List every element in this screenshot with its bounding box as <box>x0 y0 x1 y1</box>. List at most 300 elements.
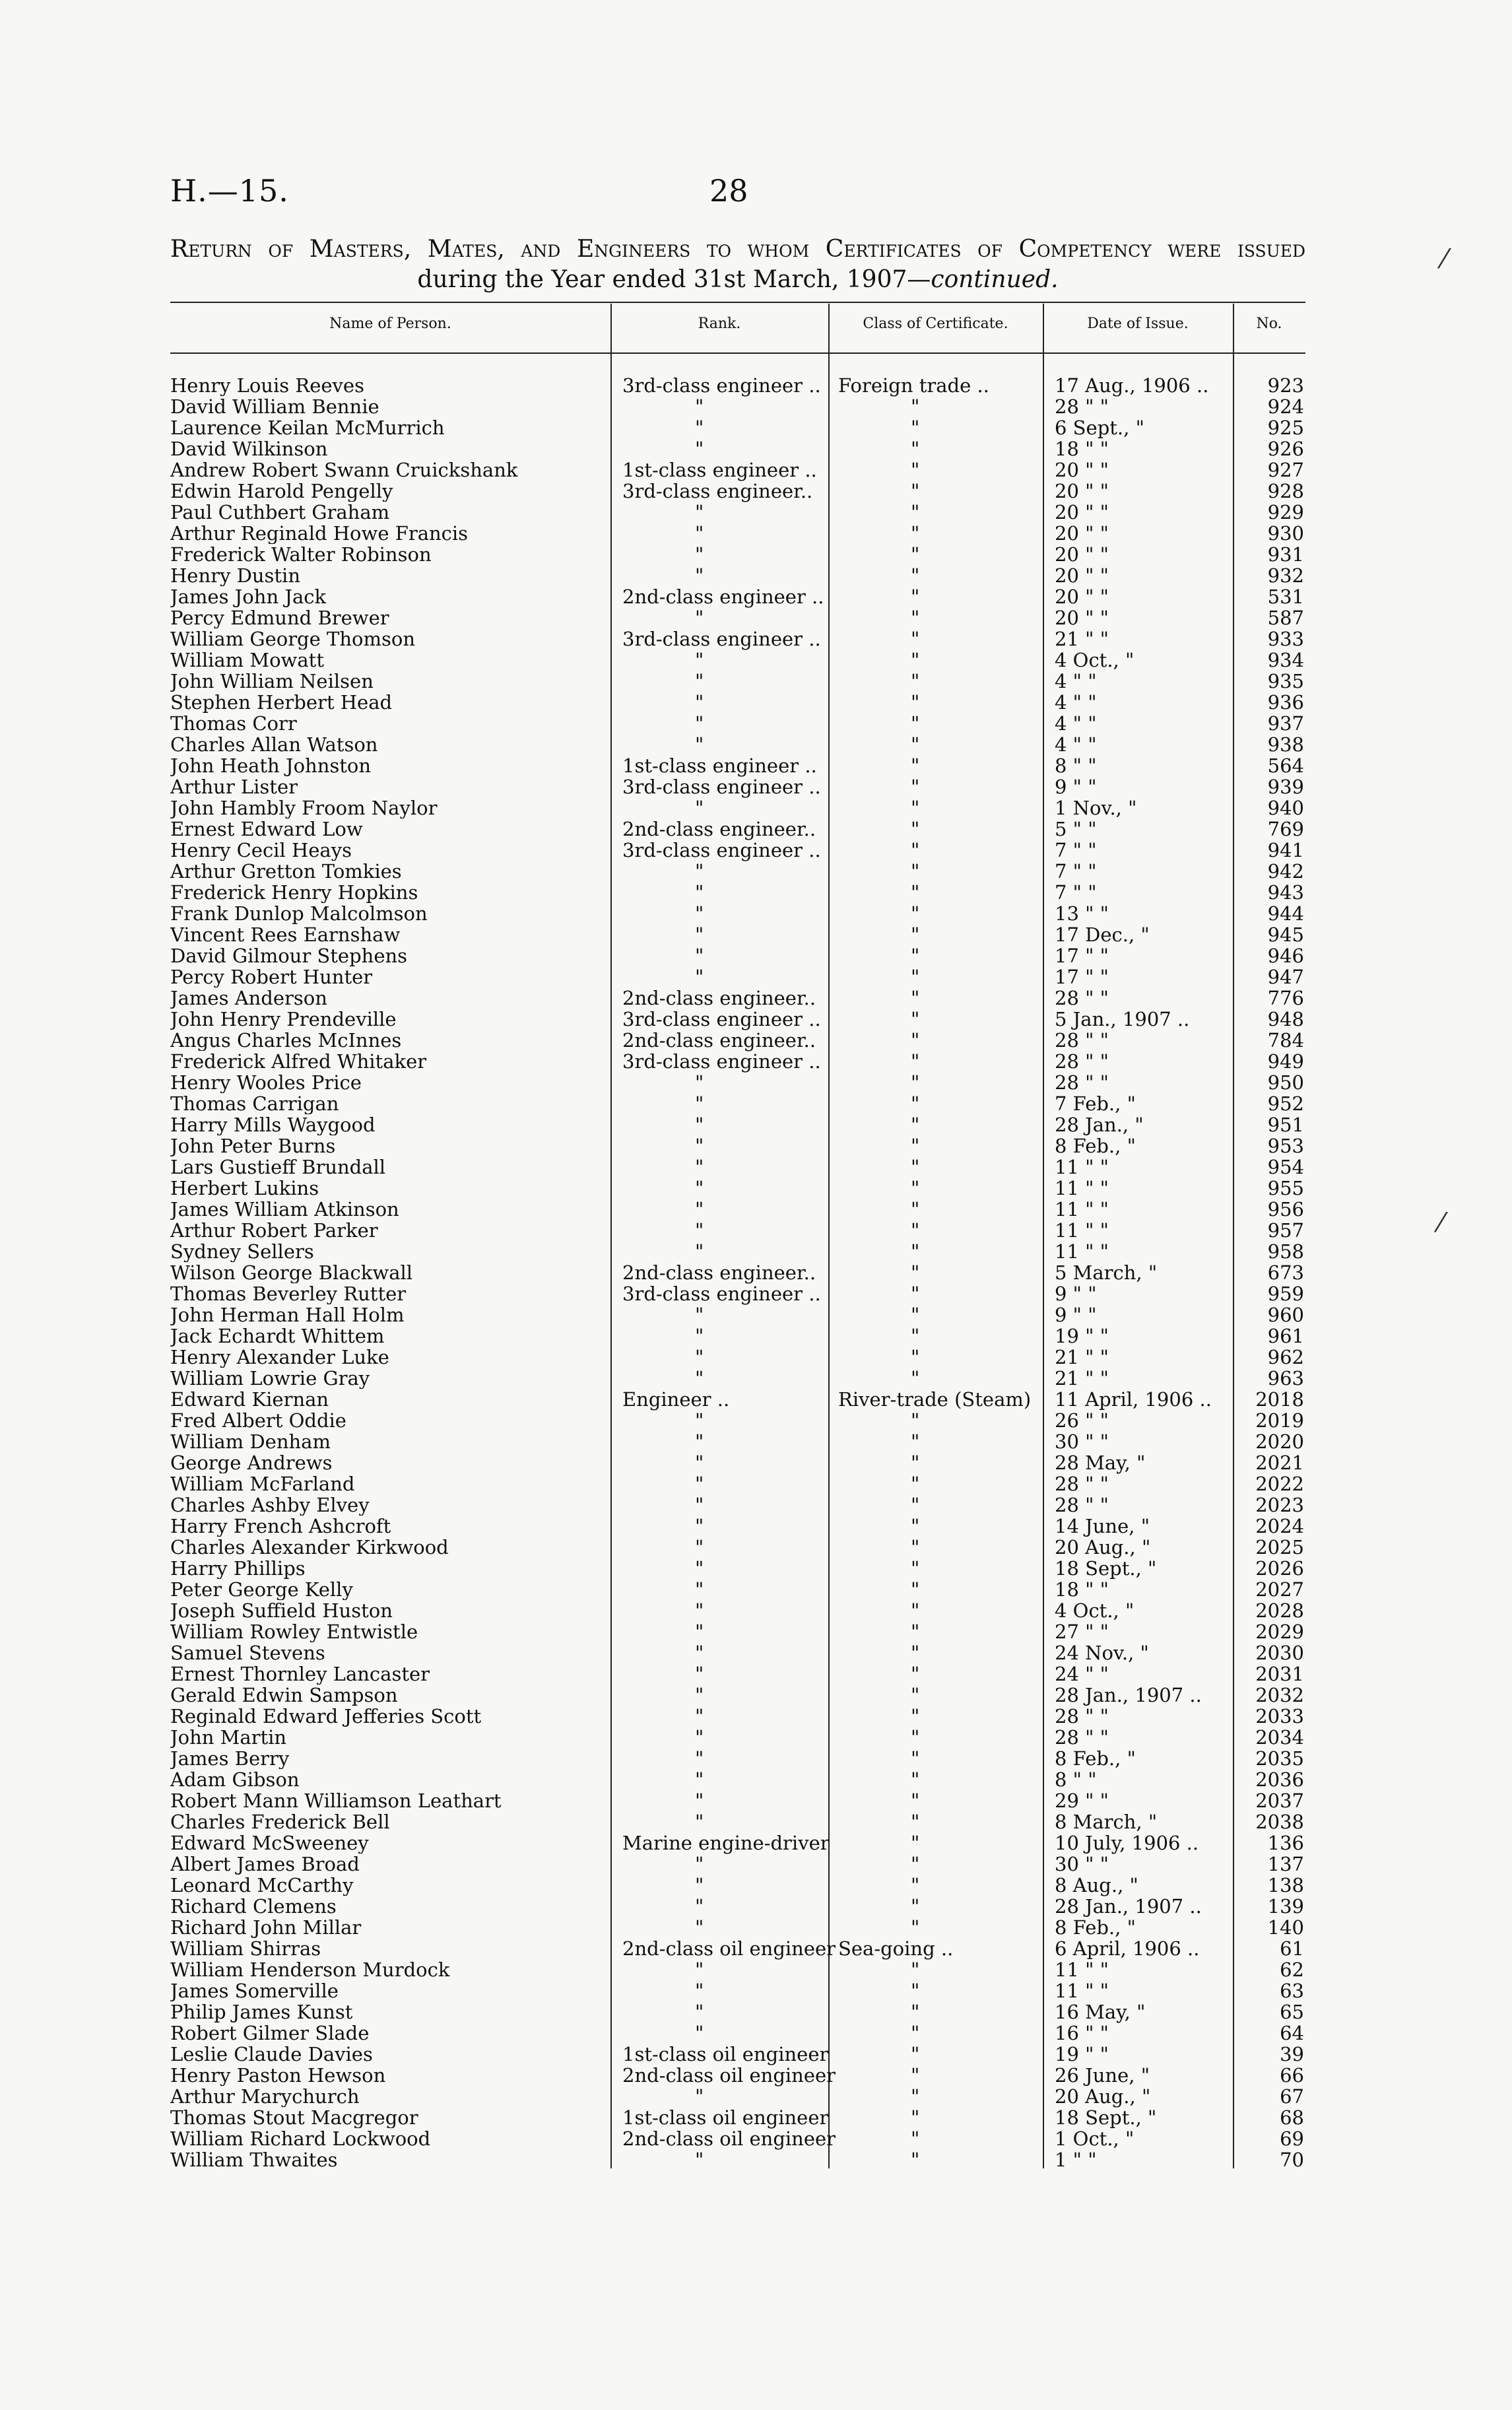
person-name: Reginald Edward Jefferies Scott <box>170 1706 482 1727</box>
rank: " <box>695 1768 704 1791</box>
certificate-number: 66 <box>1280 2064 1304 2087</box>
issue-date: 8 Feb., " <box>1055 1135 1136 1157</box>
certificate-class: " <box>911 1515 920 1537</box>
certificate-number: 64 <box>1280 2022 1304 2044</box>
rank: " <box>695 1240 704 1263</box>
rank: " <box>695 1219 704 1242</box>
issue-date: 26 June, " <box>1055 2064 1150 2087</box>
person-name: Henry Paston Hewson <box>170 2065 386 2086</box>
issue-date: 11 " " <box>1055 1240 1109 1263</box>
table-row <box>170 481 1305 502</box>
certificate-number: 784 <box>1267 1029 1304 1052</box>
rank: " <box>695 1790 704 1812</box>
certificate-number: 2032 <box>1255 1684 1304 1706</box>
issue-date: 11 " " <box>1055 1958 1109 1981</box>
rank: " <box>695 501 704 523</box>
certificate-number: 936 <box>1267 691 1304 714</box>
certificate-number: 39 <box>1280 2043 1304 2065</box>
certificate-class: " <box>911 2064 920 2087</box>
issue-date: 7 Feb., " <box>1055 1092 1136 1115</box>
issue-date: 14 June, " <box>1055 1515 1150 1537</box>
title-line-2-text: during the Year ended 31st March, 1907— <box>417 266 931 293</box>
person-name: Frederick Walter Robinson <box>170 544 432 565</box>
rank: " <box>695 2085 704 2108</box>
issue-date: 4 " " <box>1055 712 1097 735</box>
person-name: Frederick Alfred Whitaker <box>170 1051 427 1072</box>
column-header-no: No. <box>1256 316 1282 332</box>
certificate-class: " <box>911 1916 920 1939</box>
column-header-rank: Rank. <box>698 316 741 332</box>
certificate-class: " <box>911 1853 920 1875</box>
certificate-class: " <box>911 2127 920 2150</box>
certificate-class: " <box>911 2085 920 2108</box>
rank: " <box>695 1958 704 1981</box>
person-name: Herbert Lukins <box>170 1178 319 1199</box>
issue-date: 5 March, " <box>1055 1261 1158 1284</box>
rank: 2nd-class engineer.. <box>622 1261 816 1284</box>
certificate-class: " <box>911 733 920 756</box>
certificate-class: " <box>911 923 920 946</box>
rank: " <box>695 797 704 819</box>
certificate-class: " <box>911 881 920 904</box>
issue-date: 4 " " <box>1055 733 1097 756</box>
person-name: Stephen Herbert Head <box>170 692 393 713</box>
issue-date: 5 " " <box>1055 818 1097 840</box>
rank: " <box>695 1663 704 1685</box>
issue-date: 28 " " <box>1055 1494 1109 1516</box>
rank: " <box>695 1452 704 1474</box>
issue-date: 24 Nov., " <box>1055 1642 1149 1664</box>
table-row <box>170 861 1305 882</box>
certificate-class: " <box>911 1114 920 1136</box>
person-name: Peter George Kelly <box>170 1579 353 1600</box>
certificate-number: 956 <box>1267 1198 1304 1221</box>
table-row <box>170 607 1305 628</box>
person-name: John Peter Burns <box>170 1135 336 1156</box>
table-row <box>170 1854 1305 1875</box>
certificate-class: " <box>911 1304 920 1326</box>
table-row <box>170 417 1305 438</box>
table-row <box>170 1685 1305 1706</box>
table-row <box>170 1199 1305 1220</box>
certificate-class: " <box>911 945 920 967</box>
certificate-number: 928 <box>1267 480 1304 502</box>
certificate-class: " <box>911 1895 920 1918</box>
title-line-1: Return of Masters, Mates, and Engineers to whom Certificates of Competency were issued <box>170 236 1305 263</box>
person-name: William Richard Lockwood <box>170 2128 431 2149</box>
certificate-number: 2024 <box>1255 1515 1304 1537</box>
certificate-class: " <box>911 607 920 629</box>
issue-date: 6 April, 1906 .. <box>1055 1937 1200 1960</box>
table-row <box>170 1368 1305 1389</box>
table-row <box>170 2001 1305 2023</box>
rank: " <box>695 564 704 587</box>
person-name: William George Thomson <box>170 628 415 650</box>
person-name: John Heath Johnston <box>170 755 372 776</box>
person-name: Robert Mann Williamson Leathart <box>170 1790 502 1811</box>
issue-date: 28 " " <box>1055 987 1109 1009</box>
rank: " <box>695 712 704 735</box>
rank: 3rd-class engineer .. <box>622 1283 821 1305</box>
issue-date: 28 " " <box>1055 1029 1109 1052</box>
person-name: William Thwaites <box>170 2149 338 2170</box>
certificate-number: 934 <box>1267 649 1304 671</box>
person-name: John William Neilsen <box>170 671 374 692</box>
issue-date: 11 " " <box>1055 1198 1109 1221</box>
certificate-number: 2018 <box>1255 1388 1304 1411</box>
certificate-number: 949 <box>1267 1050 1304 1073</box>
certificate-class: " <box>911 1768 920 1791</box>
certificate-number: 941 <box>1267 839 1304 861</box>
person-name: Jack Echardt Whittem <box>170 1325 385 1347</box>
certificate-number: 673 <box>1267 1261 1304 1284</box>
certificate-number: 62 <box>1280 1958 1304 1981</box>
issue-date: 28 " " <box>1055 1071 1109 1094</box>
issue-date: 28 " " <box>1055 1726 1109 1749</box>
issue-date: 11 " " <box>1055 1177 1109 1199</box>
table-row <box>170 396 1305 417</box>
table-row <box>170 945 1305 966</box>
certificate-class: " <box>911 987 920 1009</box>
person-name: Henry Cecil Heays <box>170 840 352 861</box>
person-name: Arthur Reginald Howe Francis <box>170 523 469 544</box>
table-row <box>170 1663 1305 1685</box>
certificate-number: 944 <box>1267 902 1304 925</box>
issue-date: 9 " " <box>1055 1304 1097 1326</box>
certificate-number: 945 <box>1267 923 1304 946</box>
certificate-class: " <box>911 1980 920 2002</box>
certificate-number: 769 <box>1267 818 1304 840</box>
table-row <box>170 2107 1305 2128</box>
certificate-class: " <box>911 839 920 861</box>
person-name: Robert Gilmer Slade <box>170 2023 370 2044</box>
certificate-number: 933 <box>1267 628 1304 650</box>
person-name: Edwin Harold Pengelly <box>170 481 393 502</box>
certificate-class: " <box>911 1958 920 1981</box>
table-row <box>170 1600 1305 1621</box>
issue-date: 28 Jan., 1907 .. <box>1055 1684 1202 1706</box>
issue-date: 11 " " <box>1055 1980 1109 2002</box>
person-name: Fred Albert Oddie <box>170 1410 346 1431</box>
certificate-number: 2033 <box>1255 1705 1304 1727</box>
certificate-number: 923 <box>1267 374 1304 397</box>
rank: " <box>695 543 704 566</box>
certificate-number: 952 <box>1267 1092 1304 1115</box>
table-row <box>170 2149 1305 2170</box>
rank: " <box>695 1135 704 1157</box>
issue-date: 11 " " <box>1055 1156 1109 1178</box>
rank: 3rd-class engineer.. <box>622 480 813 502</box>
person-name: William Mowatt <box>170 650 324 671</box>
certificate-class: " <box>911 1409 920 1432</box>
certificate-number: 929 <box>1267 501 1304 523</box>
issue-date: 8 Feb., " <box>1055 1916 1136 1939</box>
issue-date: 8 Feb., " <box>1055 1747 1136 1770</box>
rank: 2nd-class oil engineer <box>622 1937 836 1960</box>
rank: " <box>695 691 704 714</box>
issue-date: 28 " " <box>1055 1050 1109 1073</box>
certificate-number: 587 <box>1267 607 1304 629</box>
person-name: Thomas Corr <box>170 713 297 734</box>
table-row <box>170 840 1305 861</box>
certificate-class: " <box>911 1029 920 1052</box>
person-name: Thomas Beverley Rutter <box>170 1283 407 1304</box>
certificate-number: 68 <box>1280 2106 1304 2129</box>
person-name: William McFarland <box>170 1473 355 1494</box>
person-name: James Anderson <box>170 987 327 1009</box>
rank: " <box>695 1578 704 1601</box>
table-row <box>170 1473 1305 1494</box>
rank: " <box>695 1874 704 1896</box>
certificate-class: " <box>911 1050 920 1073</box>
issue-date: 1 Oct., " <box>1055 2127 1134 2150</box>
certificate-number: 924 <box>1267 395 1304 418</box>
table-row <box>170 1516 1305 1537</box>
issue-date: 4 Oct., " <box>1055 1599 1134 1622</box>
person-name: Charles Ashby Elvey <box>170 1494 370 1516</box>
certificate-class: Sea-going .. <box>838 1937 954 1960</box>
table-row <box>170 1494 1305 1516</box>
person-name: Gerald Edwin Sampson <box>170 1685 398 1706</box>
table-row <box>170 1832 1305 1854</box>
certificate-class: " <box>911 649 920 671</box>
rank: " <box>695 966 704 988</box>
person-name: Laurence Keilan McMurrich <box>170 417 445 438</box>
certificate-class: " <box>911 2001 920 2023</box>
issue-date: 5 Jan., 1907 .. <box>1055 1008 1190 1030</box>
issue-date: 8 March, " <box>1055 1811 1158 1833</box>
rank: 1st-class oil engineer <box>622 2106 829 2129</box>
column-header-name: Name of Person. <box>329 316 451 332</box>
certificate-class: " <box>911 860 920 883</box>
table-row <box>170 1875 1305 1896</box>
issue-date: 21 " " <box>1055 628 1109 650</box>
table-row <box>170 1431 1305 1452</box>
table-row <box>170 776 1305 797</box>
person-name: Paul Cuthbert Graham <box>170 502 390 523</box>
table-row <box>170 1009 1305 1030</box>
certificate-class: " <box>911 1705 920 1727</box>
person-name: David Wilkinson <box>170 438 328 459</box>
table-row <box>170 1283 1305 1304</box>
certificate-number: 2029 <box>1255 1621 1304 1643</box>
person-name: Thomas Carrigan <box>170 1093 339 1114</box>
person-name: William Lowrie Gray <box>170 1368 370 1389</box>
table-row <box>170 1156 1305 1178</box>
person-name: Henry Dustin <box>170 565 301 586</box>
issue-date: 1 " " <box>1055 2149 1097 2171</box>
certificate-number: 959 <box>1267 1283 1304 1305</box>
rank: " <box>695 1684 704 1706</box>
rank: " <box>695 2149 704 2171</box>
certificate-number: 70 <box>1280 2149 1304 2171</box>
certificate-number: 2038 <box>1255 1811 1304 1833</box>
rank: " <box>695 1346 704 1368</box>
rank: 1st-class oil engineer <box>622 2043 829 2065</box>
person-name: Leslie Claude Davies <box>170 2044 373 2065</box>
issue-date: 28 May, " <box>1055 1452 1146 1474</box>
table-row <box>170 628 1305 650</box>
certificate-number: 958 <box>1267 1240 1304 1263</box>
certificate-class: " <box>911 754 920 777</box>
table-row <box>170 1030 1305 1051</box>
certificate-class: " <box>911 1219 920 1242</box>
person-name: Arthur Lister <box>170 776 298 797</box>
rank: " <box>695 1811 704 1833</box>
certificate-class: " <box>911 438 920 460</box>
table-header-rule <box>170 352 1305 354</box>
person-name: Richard Clemens <box>170 1896 337 1917</box>
person-name: John Hambly Froom Naylor <box>170 797 438 819</box>
certificate-number: 939 <box>1267 776 1304 798</box>
rank: Engineer .. <box>622 1388 730 1411</box>
rank: " <box>695 670 704 692</box>
person-name: David William Bennie <box>170 396 379 417</box>
table-row <box>170 882 1305 903</box>
page-title <box>170 234 1305 295</box>
person-name: George Andrews <box>170 1452 333 1473</box>
table-row <box>170 797 1305 819</box>
rank: " <box>695 2001 704 2023</box>
person-name: Sydney Sellers <box>170 1241 314 1262</box>
table-row <box>170 1452 1305 1473</box>
table-row <box>170 903 1305 924</box>
certificate-class: " <box>911 1452 920 1474</box>
rank: " <box>695 1092 704 1115</box>
certificate-number: 925 <box>1267 417 1304 439</box>
person-name: Ernest Thornley Lancaster <box>170 1663 430 1685</box>
certificate-class: " <box>911 1008 920 1030</box>
certificate-class: " <box>911 1283 920 1305</box>
certificate-class: " <box>911 691 920 714</box>
table-row <box>170 1706 1305 1727</box>
certificate-number: 930 <box>1267 522 1304 545</box>
issue-date: 18 Sept., " <box>1055 1557 1157 1580</box>
rank: 2nd-class oil engineer <box>622 2064 836 2087</box>
certificate-number: 957 <box>1267 1219 1304 1242</box>
table-row <box>170 734 1305 755</box>
certificate-class: " <box>911 1642 920 1664</box>
table-row <box>170 987 1305 1009</box>
issue-date: 8 Aug., " <box>1055 1874 1138 1896</box>
certificate-number: 63 <box>1280 1980 1304 2002</box>
certificate-number: 955 <box>1267 1177 1304 1199</box>
certificate-number: 953 <box>1267 1135 1304 1157</box>
certificate-class: " <box>911 2022 920 2044</box>
table-row <box>170 2086 1305 2107</box>
person-name: Edward Kiernan <box>170 1389 329 1410</box>
certificate-number: 954 <box>1267 1156 1304 1178</box>
table-row <box>170 2128 1305 2149</box>
certificate-class: " <box>911 522 920 545</box>
person-name: William Henderson Murdock <box>170 1959 450 1980</box>
rank: 3rd-class engineer .. <box>622 1050 821 1073</box>
person-name: Charles Frederick Bell <box>170 1811 390 1832</box>
rank: " <box>695 945 704 967</box>
table-row <box>170 755 1305 776</box>
rank: " <box>695 607 704 629</box>
table-row <box>170 544 1305 565</box>
table-row <box>170 1241 1305 1262</box>
certificate-class: " <box>911 1684 920 1706</box>
table-row <box>170 1220 1305 1241</box>
certificate-number: 776 <box>1267 987 1304 1009</box>
certificate-class: " <box>911 2043 920 2065</box>
certificate-class: " <box>911 628 920 650</box>
rank: " <box>695 1621 704 1643</box>
page-number: 28 <box>709 173 748 209</box>
certificate-number: 2026 <box>1255 1557 1304 1580</box>
table-row <box>170 966 1305 987</box>
issue-date: 21 " " <box>1055 1367 1109 1389</box>
title-continued: continued. <box>931 266 1059 293</box>
person-name: Charles Allan Watson <box>170 734 378 755</box>
person-name: Albert James Broad <box>170 1854 360 1875</box>
rank: " <box>695 1557 704 1580</box>
table-row <box>170 1769 1305 1790</box>
rank: " <box>695 2022 704 2044</box>
person-name: Charles Alexander Kirkwood <box>170 1537 449 1558</box>
rank: " <box>695 522 704 545</box>
certificate-number: 938 <box>1267 733 1304 756</box>
rank: 2nd-class engineer.. <box>622 987 816 1009</box>
table-row <box>170 1347 1305 1368</box>
certificate-class: " <box>911 1430 920 1453</box>
certificate-class: " <box>911 1135 920 1157</box>
person-name: Henry Louis Reeves <box>170 375 364 396</box>
certificate-class: " <box>911 776 920 798</box>
rank: " <box>695 649 704 671</box>
table-row <box>170 1558 1305 1579</box>
certificate-class: River-trade (Steam) <box>838 1388 1032 1411</box>
rank: " <box>695 1177 704 1199</box>
issue-date: 19 " " <box>1055 1325 1109 1347</box>
table-row <box>170 1917 1305 1938</box>
person-name: Percy Robert Hunter <box>170 966 373 987</box>
rank: " <box>695 902 704 925</box>
person-name: James John Jack <box>170 586 327 607</box>
issue-date: 28 Jan., " <box>1055 1114 1144 1136</box>
certificate-number: 2037 <box>1255 1790 1304 1812</box>
certificate-class: " <box>911 459 920 481</box>
rank: " <box>695 1726 704 1749</box>
rank: " <box>695 1409 704 1432</box>
person-name: Harry French Ashcroft <box>170 1516 391 1537</box>
rank: 3rd-class engineer .. <box>622 374 821 397</box>
certificate-class: " <box>911 543 920 566</box>
person-name: Adam Gibson <box>170 1769 300 1790</box>
issue-date: 10 July, 1906 .. <box>1055 1832 1199 1854</box>
certificate-number: 2023 <box>1255 1494 1304 1516</box>
certificate-class: " <box>911 1473 920 1495</box>
person-name: James William Atkinson <box>170 1199 399 1220</box>
table-row <box>170 586 1305 607</box>
table-row <box>170 2023 1305 2044</box>
certificate-number: 2031 <box>1255 1663 1304 1685</box>
rank: 2nd-class engineer.. <box>622 1029 816 1052</box>
rank: Marine engine-driver <box>622 1832 830 1854</box>
rank: 3rd-class engineer .. <box>622 776 821 798</box>
certificate-class: " <box>911 395 920 418</box>
rank: " <box>695 1494 704 1516</box>
certificate-class: " <box>911 1811 920 1833</box>
issue-date: 20 Aug., " <box>1055 1536 1151 1558</box>
person-name: Harry Mills Waygood <box>170 1114 376 1135</box>
rank: 2nd-class engineer .. <box>622 586 824 608</box>
issue-date: 28 " " <box>1055 1473 1109 1495</box>
certificate-class: " <box>911 1663 920 1685</box>
rank: " <box>695 1916 704 1939</box>
